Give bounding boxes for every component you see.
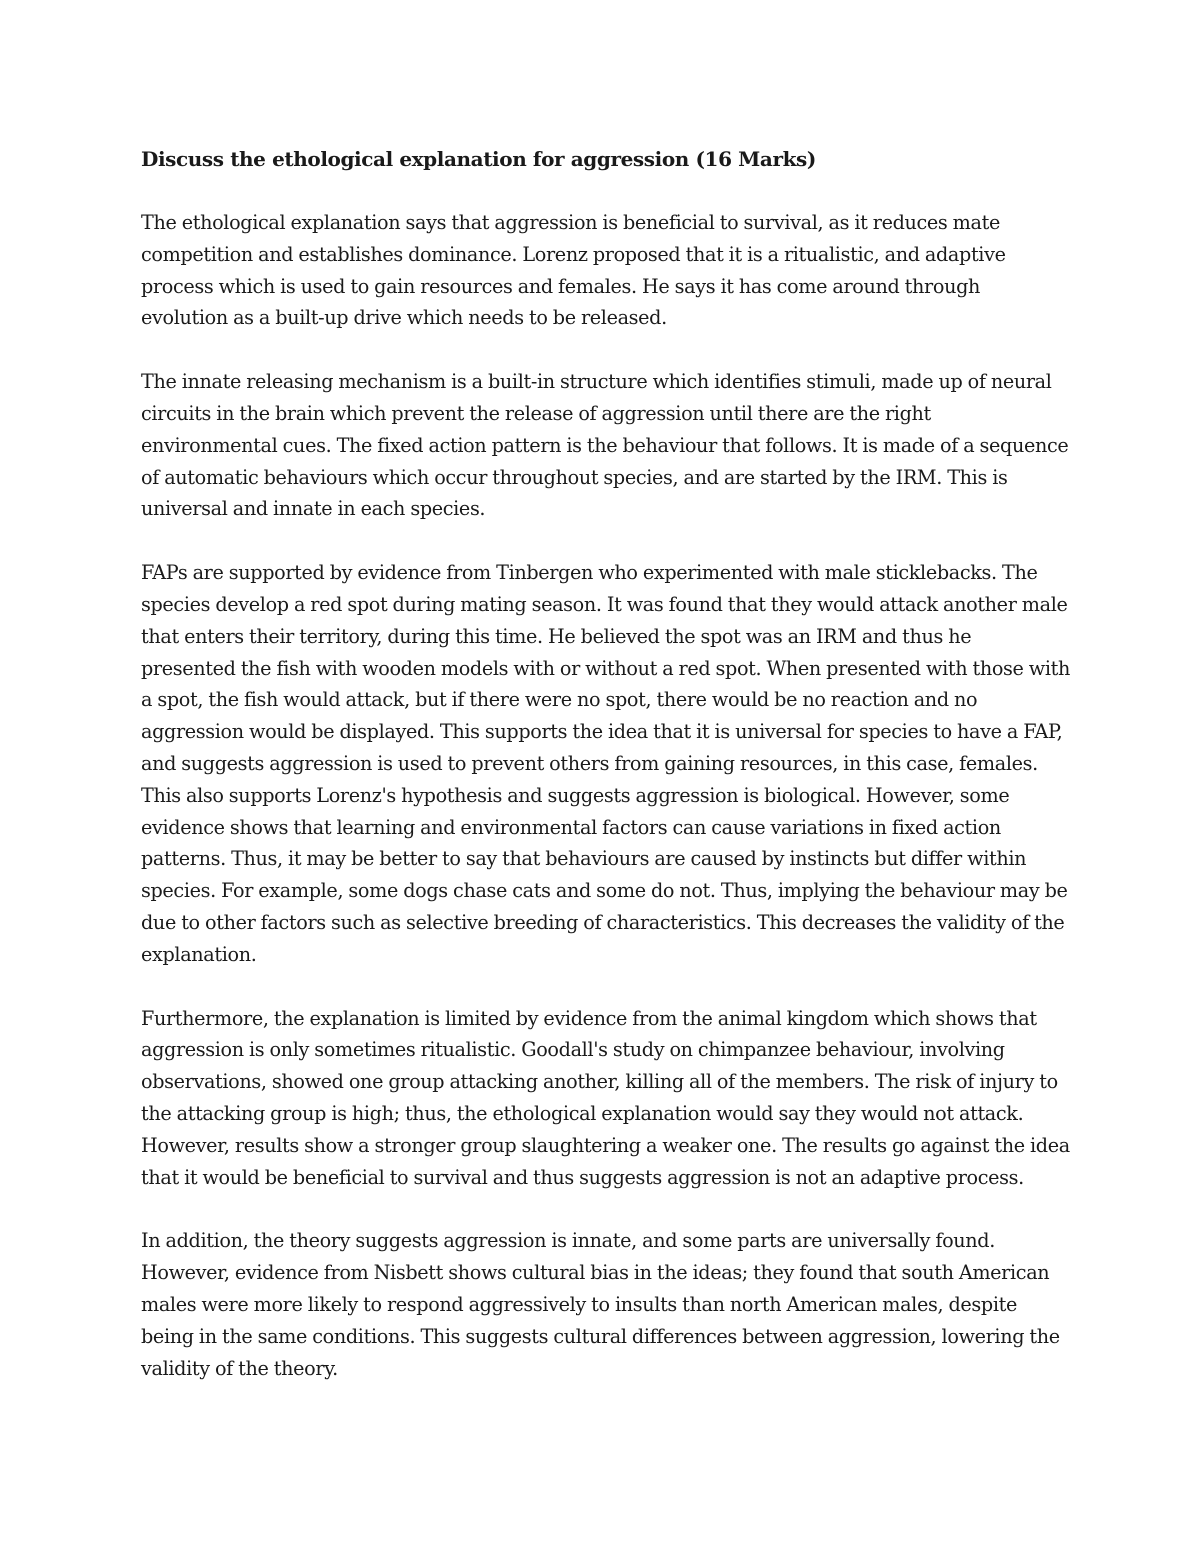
document-page bbox=[141, 143, 1071, 1384]
paragraph-introduction: The ethological explanation says that aggression is beneficial to survival, as it reduces mate competition and establishes dominance. Lorenz proposed that it is a ritualistic, and adaptive process which is used to gain resources and females. He says it has come around through evolution as a built-up drive which needs to be released. bbox=[141, 211, 1006, 330]
paragraph-tinbergen-evidence: FAPs are supported by evidence from Tinbergen who experimented with male sticklebacks. The species develop a red spot during mating season. It was found that they would attack another male that enters their territory, during this time. He believed the spot was an IRM and thus he presented the fish with wooden models with or without a red spot. When presented with those with a spot, the fish would attack, but if there were no spot, there would be no reaction and no aggression would be displayed. This supports the idea that it is universal for species to have a FAP, and suggests aggression is used to prevent others from gaining resources, in this case, females. This also supports Lorenz's hypothesis and suggests aggression is biological. However, some evidence shows that learning and environmental factors can cause variations in fixed action patterns. Thus, it may be better to say that behaviours are caused by instincts but differ within species. For example, some dogs chase cats and some do not. Thus, implying the behaviour may be due to other factors such as selective breeding of characteristics. This decreases the validity of the explanation. bbox=[141, 561, 1071, 966]
paragraph-irm-fap: The innate releasing mechanism is a built-in structure which identifies stimuli, made up of neural circuits in the brain which prevent the release of aggression until there are the right environmental cues. The fixed action pattern is the behaviour that follows. It is made of a sequence of automatic behaviours which occur throughout species, and are started by the IRM. This is universal and innate in each species. bbox=[141, 370, 1069, 521]
paragraph-goodall-evidence: Furthermore, the explanation is limited by evidence from the animal kingdom which shows that aggression is only sometimes ritualistic. Goodall's study on chimpanzee behaviour, involving observations, showed one group attacking another, killing all of the members. The risk of injury to the attacking group is high; thus, the ethological explanation would say they would not attack. However, results show a stronger group slaughtering a weaker one. The results go against the idea that it would be beneficial to survival and thus suggests aggression is not an adaptive process. bbox=[141, 1006, 1070, 1189]
paragraph-nisbett-evidence: In addition, the theory suggests aggression is innate, and some parts are universally found. However, evidence from Nisbett shows cultural bias in the ideas; they found that south American males were more likely to respond aggressively to insults than north American males, despite being in the same conditions. This suggests cultural differences between aggression, lowering the validity of the theory. bbox=[141, 1229, 1060, 1380]
document-title: Discuss the ethological explanation for aggression (16 Marks) bbox=[141, 147, 816, 171]
